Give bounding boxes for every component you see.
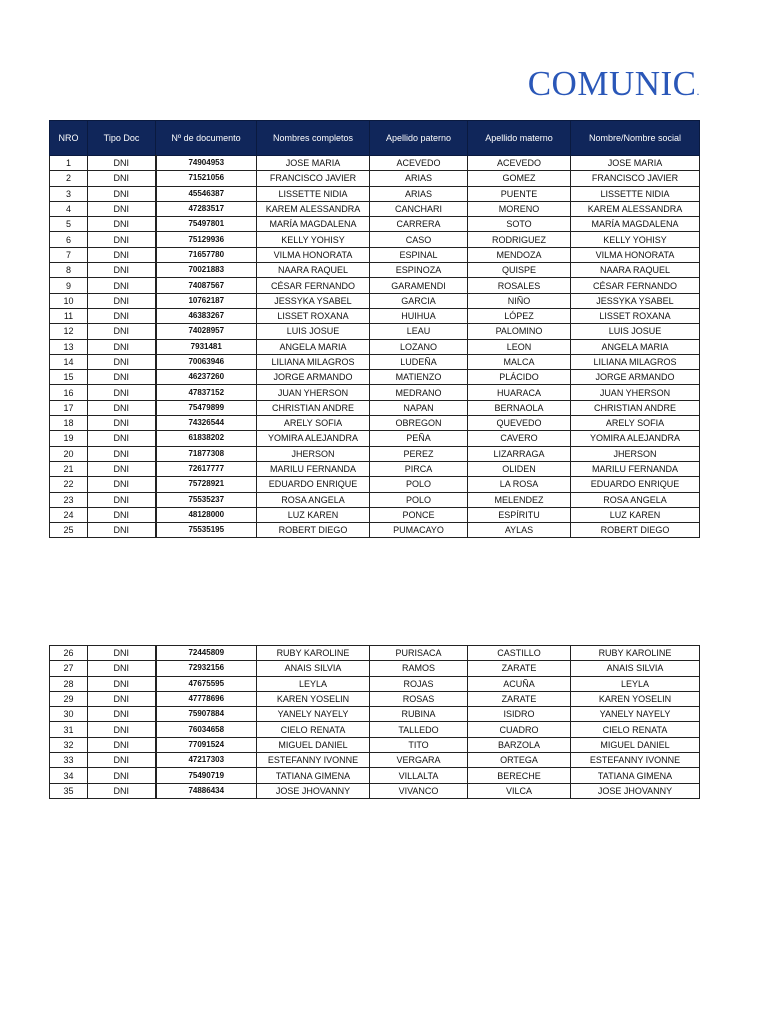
table-row bbox=[50, 370, 700, 385]
cell-nombre-social: YOMIRA ALEJANDRA bbox=[571, 431, 700, 446]
cell-nombre-social: MIGUEL DANIEL bbox=[571, 737, 700, 752]
cell-numero-documento: 47778696 bbox=[156, 691, 257, 706]
cell-nro: 34 bbox=[50, 768, 88, 783]
cell-nro: 27 bbox=[50, 661, 88, 676]
cell-nombre-social: ANGELA MARIA bbox=[571, 339, 700, 354]
cell-nombre-social: JOSE MARIA bbox=[571, 156, 700, 171]
cell-nombre-social: ROSA ANGELA bbox=[571, 492, 700, 507]
cell-nro: 3 bbox=[50, 186, 88, 201]
cell-numero-documento: 70063946 bbox=[156, 354, 257, 369]
cell-nro: 30 bbox=[50, 707, 88, 722]
cell-numero-documento: 75535195 bbox=[156, 523, 257, 538]
table-row bbox=[50, 400, 700, 415]
cell-tipo-doc: DNI bbox=[88, 507, 156, 522]
cell-nombre-social: TATIANA GIMENA bbox=[571, 768, 700, 783]
cell-nro: 8 bbox=[50, 263, 88, 278]
cell-apellido-materno: BARZOLA bbox=[468, 737, 571, 752]
cell-apellido-materno: NIÑO bbox=[468, 293, 571, 308]
cell-numero-documento: 45546387 bbox=[156, 186, 257, 201]
cell-nro: 25 bbox=[50, 523, 88, 538]
cell-nro: 7 bbox=[50, 247, 88, 262]
cell-nombres-completos: MARILU FERNANDA bbox=[257, 461, 370, 476]
cell-apellido-paterno: GARCIA bbox=[370, 293, 468, 308]
table-body-2 bbox=[50, 646, 700, 799]
cell-apellido-paterno: VERGARA bbox=[370, 753, 468, 768]
cell-tipo-doc: DNI bbox=[88, 186, 156, 201]
table-row bbox=[50, 431, 700, 446]
cell-apellido-materno: BERNAOLA bbox=[468, 400, 571, 415]
cell-tipo-doc: DNI bbox=[88, 324, 156, 339]
cell-apellido-materno: LEON bbox=[468, 339, 571, 354]
cell-nro: 5 bbox=[50, 217, 88, 232]
cell-apellido-materno: ESPÍRITU bbox=[468, 507, 571, 522]
cell-apellido-materno: AYLAS bbox=[468, 523, 571, 538]
cell-apellido-paterno: MATIENZO bbox=[370, 370, 468, 385]
cell-apellido-paterno: PEREZ bbox=[370, 446, 468, 461]
cell-numero-documento: 75535237 bbox=[156, 492, 257, 507]
cell-numero-documento: 47283517 bbox=[156, 201, 257, 216]
cell-nro: 26 bbox=[50, 646, 88, 661]
cell-apellido-paterno: PURISACA bbox=[370, 646, 468, 661]
cell-tipo-doc: DNI bbox=[88, 308, 156, 323]
cell-numero-documento: 74326544 bbox=[156, 416, 257, 431]
cell-nombres-completos: YANELY NAYELY bbox=[257, 707, 370, 722]
cell-tipo-doc: DNI bbox=[88, 431, 156, 446]
cell-apellido-paterno: CARRERA bbox=[370, 217, 468, 232]
cell-nombre-social: RUBY KAROLINE bbox=[571, 646, 700, 661]
header-tipo-doc: Tipo Doc bbox=[88, 121, 156, 156]
cell-numero-documento: 75907884 bbox=[156, 707, 257, 722]
cell-numero-documento: 71521056 bbox=[156, 171, 257, 186]
cell-nro: 12 bbox=[50, 324, 88, 339]
cell-numero-documento: 61838202 bbox=[156, 431, 257, 446]
cell-apellido-materno: GOMEZ bbox=[468, 171, 571, 186]
cell-apellido-paterno: ARIAS bbox=[370, 171, 468, 186]
cell-numero-documento: 72932156 bbox=[156, 661, 257, 676]
cell-tipo-doc: DNI bbox=[88, 247, 156, 262]
cell-apellido-materno: HUARACA bbox=[468, 385, 571, 400]
cell-nombres-completos: LUZ KAREN bbox=[257, 507, 370, 522]
cell-nro: 10 bbox=[50, 293, 88, 308]
cell-nro: 23 bbox=[50, 492, 88, 507]
cell-apellido-materno: ACUÑA bbox=[468, 676, 571, 691]
cell-apellido-materno: BERECHE bbox=[468, 768, 571, 783]
cell-apellido-materno: MORENO bbox=[468, 201, 571, 216]
cell-numero-documento: 71877308 bbox=[156, 446, 257, 461]
cell-apellido-materno: SOTO bbox=[468, 217, 571, 232]
cell-tipo-doc: DNI bbox=[88, 523, 156, 538]
cell-tipo-doc: DNI bbox=[88, 156, 156, 171]
cell-nro: 17 bbox=[50, 400, 88, 415]
cell-tipo-doc: DNI bbox=[88, 477, 156, 492]
cell-tipo-doc: DNI bbox=[88, 339, 156, 354]
cell-nro: 24 bbox=[50, 507, 88, 522]
cell-nombre-social: VILMA HONORATA bbox=[571, 247, 700, 262]
cell-nombre-social: LEYLA bbox=[571, 676, 700, 691]
cell-nro: 1 bbox=[50, 156, 88, 171]
table-row bbox=[50, 201, 700, 216]
participants-table-1 bbox=[49, 120, 700, 538]
cell-nombre-social: FRANCISCO JAVIER bbox=[571, 171, 700, 186]
cell-nro: 31 bbox=[50, 722, 88, 737]
cell-apellido-materno: MELENDEZ bbox=[468, 492, 571, 507]
cell-nombre-social: ANAIS SILVIA bbox=[571, 661, 700, 676]
table-row bbox=[50, 753, 700, 768]
cell-tipo-doc: DNI bbox=[88, 201, 156, 216]
cell-numero-documento: 72617777 bbox=[156, 461, 257, 476]
cell-nombres-completos: RUBY KAROLINE bbox=[257, 646, 370, 661]
cell-apellido-materno: LA ROSA bbox=[468, 477, 571, 492]
cell-apellido-materno: VILCA bbox=[468, 783, 571, 798]
table-row bbox=[50, 324, 700, 339]
cell-tipo-doc: DNI bbox=[88, 492, 156, 507]
cell-nombre-social: JUAN YHERSON bbox=[571, 385, 700, 400]
cell-nombres-completos: LISSET ROXANA bbox=[257, 308, 370, 323]
cell-nombre-social: LILIANA MILAGROS bbox=[571, 354, 700, 369]
cell-nombres-completos: CHRISTIAN ANDRE bbox=[257, 400, 370, 415]
cell-numero-documento: 47837152 bbox=[156, 385, 257, 400]
cell-apellido-materno: ROSALES bbox=[468, 278, 571, 293]
cell-apellido-paterno: ARIAS bbox=[370, 186, 468, 201]
cell-apellido-materno: CAVERO bbox=[468, 431, 571, 446]
cell-apellido-materno: MENDOZA bbox=[468, 247, 571, 262]
cell-nombres-completos: TATIANA GIMENA bbox=[257, 768, 370, 783]
brand-dot: . bbox=[696, 84, 700, 98]
cell-numero-documento: 76034658 bbox=[156, 722, 257, 737]
cell-apellido-materno: QUISPE bbox=[468, 263, 571, 278]
table-row bbox=[50, 278, 700, 293]
cell-apellido-paterno: MEDRANO bbox=[370, 385, 468, 400]
cell-numero-documento: 72445809 bbox=[156, 646, 257, 661]
table-row bbox=[50, 477, 700, 492]
table-row bbox=[50, 783, 700, 798]
cell-nro: 33 bbox=[50, 753, 88, 768]
cell-numero-documento: 47217303 bbox=[156, 753, 257, 768]
cell-apellido-paterno: ESPINOZA bbox=[370, 263, 468, 278]
table-row bbox=[50, 523, 700, 538]
cell-nombres-completos: NAARA RAQUEL bbox=[257, 263, 370, 278]
cell-tipo-doc: DNI bbox=[88, 217, 156, 232]
cell-apellido-paterno: ROJAS bbox=[370, 676, 468, 691]
cell-nombres-completos: ROSA ANGELA bbox=[257, 492, 370, 507]
cell-nombres-completos: EDUARDO ENRIQUE bbox=[257, 477, 370, 492]
table-row bbox=[50, 232, 700, 247]
cell-nombres-completos: KAREN YOSELIN bbox=[257, 691, 370, 706]
cell-apellido-materno: MALCA bbox=[468, 354, 571, 369]
cell-tipo-doc: DNI bbox=[88, 370, 156, 385]
table-row bbox=[50, 492, 700, 507]
cell-tipo-doc: DNI bbox=[88, 768, 156, 783]
cell-numero-documento: 46237260 bbox=[156, 370, 257, 385]
cell-nombres-completos: LISSETTE NIDIA bbox=[257, 186, 370, 201]
cell-tipo-doc: DNI bbox=[88, 722, 156, 737]
cell-nombre-social: LUIS JOSUE bbox=[571, 324, 700, 339]
cell-nombre-social: CÉSAR FERNANDO bbox=[571, 278, 700, 293]
cell-nombres-completos: FRANCISCO JAVIER bbox=[257, 171, 370, 186]
table-row bbox=[50, 737, 700, 752]
cell-numero-documento: 75129936 bbox=[156, 232, 257, 247]
table-row bbox=[50, 156, 700, 171]
cell-tipo-doc: DNI bbox=[88, 737, 156, 752]
cell-nro: 14 bbox=[50, 354, 88, 369]
cell-apellido-paterno: ROSAS bbox=[370, 691, 468, 706]
cell-apellido-paterno: PEÑA bbox=[370, 431, 468, 446]
cell-tipo-doc: DNI bbox=[88, 263, 156, 278]
cell-apellido-materno: LIZARRAGA bbox=[468, 446, 571, 461]
cell-tipo-doc: DNI bbox=[88, 354, 156, 369]
cell-apellido-paterno: NAPAN bbox=[370, 400, 468, 415]
cell-tipo-doc: DNI bbox=[88, 446, 156, 461]
cell-nro: 4 bbox=[50, 201, 88, 216]
cell-apellido-paterno: PIRCA bbox=[370, 461, 468, 476]
cell-apellido-materno: ORTEGA bbox=[468, 753, 571, 768]
cell-nombres-completos: LUIS JOSUE bbox=[257, 324, 370, 339]
cell-nombre-social: KAREM ALESSANDRA bbox=[571, 201, 700, 216]
cell-nro: 2 bbox=[50, 171, 88, 186]
header-nombres-completos: Nombres completos bbox=[257, 121, 370, 156]
cell-nombre-social: NAARA RAQUEL bbox=[571, 263, 700, 278]
cell-nombres-completos: ARELY SOFIA bbox=[257, 416, 370, 431]
cell-apellido-materno: PLÁCIDO bbox=[468, 370, 571, 385]
header-nro: NRO bbox=[50, 121, 88, 156]
cell-nombres-completos: CÉSAR FERNANDO bbox=[257, 278, 370, 293]
cell-apellido-paterno: OBREGON bbox=[370, 416, 468, 431]
cell-apellido-materno: ZARATE bbox=[468, 691, 571, 706]
cell-apellido-paterno: CANCHARI bbox=[370, 201, 468, 216]
cell-apellido-materno: ZARATE bbox=[468, 661, 571, 676]
cell-nro: 13 bbox=[50, 339, 88, 354]
table-row bbox=[50, 691, 700, 706]
table-row bbox=[50, 263, 700, 278]
cell-numero-documento: 77091524 bbox=[156, 737, 257, 752]
cell-nombre-social: CHRISTIAN ANDRE bbox=[571, 400, 700, 415]
table-row bbox=[50, 676, 700, 691]
cell-apellido-paterno: POLO bbox=[370, 492, 468, 507]
cell-tipo-doc: DNI bbox=[88, 461, 156, 476]
cell-apellido-paterno: LOZANO bbox=[370, 339, 468, 354]
table-row bbox=[50, 646, 700, 661]
cell-nombres-completos: JUAN YHERSON bbox=[257, 385, 370, 400]
cell-nombres-completos: JESSYKA YSABEL bbox=[257, 293, 370, 308]
cell-nro: 32 bbox=[50, 737, 88, 752]
cell-numero-documento: 47675595 bbox=[156, 676, 257, 691]
cell-nro: 29 bbox=[50, 691, 88, 706]
cell-nombres-completos: ESTEFANNY IVONNE bbox=[257, 753, 370, 768]
cell-apellido-paterno: RUBINA bbox=[370, 707, 468, 722]
table-row bbox=[50, 507, 700, 522]
cell-nro: 16 bbox=[50, 385, 88, 400]
cell-nombres-completos: KAREM ALESSANDRA bbox=[257, 201, 370, 216]
table-row bbox=[50, 446, 700, 461]
cell-apellido-materno: PUENTE bbox=[468, 186, 571, 201]
table-row bbox=[50, 308, 700, 323]
cell-apellido-paterno: PONCE bbox=[370, 507, 468, 522]
cell-tipo-doc: DNI bbox=[88, 646, 156, 661]
cell-numero-documento: 71657780 bbox=[156, 247, 257, 262]
cell-nombres-completos: YOMIRA ALEJANDRA bbox=[257, 431, 370, 446]
header-numero-documento: Nº de documento bbox=[156, 121, 257, 156]
cell-nombres-completos: JORGE ARMANDO bbox=[257, 370, 370, 385]
cell-nro: 18 bbox=[50, 416, 88, 431]
header-nombre-social: Nombre/Nombre social bbox=[571, 121, 700, 156]
table-row bbox=[50, 186, 700, 201]
header-apellido-paterno: Apellido paterno bbox=[370, 121, 468, 156]
cell-nombres-completos: ROBERT DIEGO bbox=[257, 523, 370, 538]
header-apellido-materno: Apellido materno bbox=[468, 121, 571, 156]
participants-table-2 bbox=[49, 645, 700, 799]
cell-tipo-doc: DNI bbox=[88, 691, 156, 706]
cell-nombre-social: LISSET ROXANA bbox=[571, 308, 700, 323]
cell-nombres-completos: LEYLA bbox=[257, 676, 370, 691]
cell-tipo-doc: DNI bbox=[88, 783, 156, 798]
cell-apellido-materno: RODRIGUEZ bbox=[468, 232, 571, 247]
table-body-1 bbox=[50, 156, 700, 538]
cell-tipo-doc: DNI bbox=[88, 676, 156, 691]
cell-tipo-doc: DNI bbox=[88, 232, 156, 247]
cell-apellido-paterno: VILLALTA bbox=[370, 768, 468, 783]
cell-nombre-social: CIELO RENATA bbox=[571, 722, 700, 737]
cell-nombre-social: ARELY SOFIA bbox=[571, 416, 700, 431]
cell-numero-documento: 75490719 bbox=[156, 768, 257, 783]
cell-nombre-social: EDUARDO ENRIQUE bbox=[571, 477, 700, 492]
cell-nro: 28 bbox=[50, 676, 88, 691]
cell-apellido-materno: ISIDRO bbox=[468, 707, 571, 722]
table-row bbox=[50, 247, 700, 262]
cell-nombres-completos: CIELO RENATA bbox=[257, 722, 370, 737]
cell-tipo-doc: DNI bbox=[88, 293, 156, 308]
cell-apellido-paterno: VIVANCO bbox=[370, 783, 468, 798]
cell-nombre-social: ROBERT DIEGO bbox=[571, 523, 700, 538]
cell-nro: 19 bbox=[50, 431, 88, 446]
cell-apellido-paterno: RAMOS bbox=[370, 661, 468, 676]
cell-apellido-paterno: ACEVEDO bbox=[370, 156, 468, 171]
cell-tipo-doc: DNI bbox=[88, 661, 156, 676]
cell-apellido-paterno: HUIHUA bbox=[370, 308, 468, 323]
table-row bbox=[50, 722, 700, 737]
cell-numero-documento: 70021883 bbox=[156, 263, 257, 278]
table-row bbox=[50, 416, 700, 431]
cell-numero-documento: 10762187 bbox=[156, 293, 257, 308]
cell-nombre-social: JOSE JHOVANNY bbox=[571, 783, 700, 798]
cell-numero-documento: 75497801 bbox=[156, 217, 257, 232]
cell-apellido-paterno: ESPINAL bbox=[370, 247, 468, 262]
cell-nro: 35 bbox=[50, 783, 88, 798]
cell-nombre-social: MARÍA MAGDALENA bbox=[571, 217, 700, 232]
cell-nombres-completos: MARÍA MAGDALENA bbox=[257, 217, 370, 232]
brand-name: COMUNIC bbox=[527, 64, 697, 103]
cell-tipo-doc: DNI bbox=[88, 753, 156, 768]
cell-tipo-doc: DNI bbox=[88, 400, 156, 415]
table-row bbox=[50, 354, 700, 369]
cell-apellido-paterno: PUMACAYO bbox=[370, 523, 468, 538]
table-row bbox=[50, 707, 700, 722]
cell-nro: 9 bbox=[50, 278, 88, 293]
table-header-row bbox=[50, 121, 700, 156]
cell-nombres-completos: JHERSON bbox=[257, 446, 370, 461]
cell-nombres-completos: JOSE MARIA bbox=[257, 156, 370, 171]
cell-nombre-social: MARILU FERNANDA bbox=[571, 461, 700, 476]
cell-nombres-completos: LILIANA MILAGROS bbox=[257, 354, 370, 369]
cell-apellido-paterno: LUDEÑA bbox=[370, 354, 468, 369]
cell-nro: 11 bbox=[50, 308, 88, 323]
cell-tipo-doc: DNI bbox=[88, 385, 156, 400]
cell-nro: 22 bbox=[50, 477, 88, 492]
table-row bbox=[50, 171, 700, 186]
cell-tipo-doc: DNI bbox=[88, 416, 156, 431]
cell-apellido-materno: QUEVEDO bbox=[468, 416, 571, 431]
cell-numero-documento: 7931481 bbox=[156, 339, 257, 354]
cell-apellido-materno: OLIDEN bbox=[468, 461, 571, 476]
cell-apellido-paterno: LEAU bbox=[370, 324, 468, 339]
cell-nombres-completos: ANAIS SILVIA bbox=[257, 661, 370, 676]
cell-nro: 6 bbox=[50, 232, 88, 247]
cell-apellido-paterno: POLO bbox=[370, 477, 468, 492]
cell-nro: 15 bbox=[50, 370, 88, 385]
cell-nombre-social: KELLY YOHISY bbox=[571, 232, 700, 247]
cell-apellido-paterno: TITO bbox=[370, 737, 468, 752]
cell-tipo-doc: DNI bbox=[88, 278, 156, 293]
cell-numero-documento: 74904953 bbox=[156, 156, 257, 171]
cell-nombres-completos: JOSE JHOVANNY bbox=[257, 783, 370, 798]
cell-numero-documento: 46383267 bbox=[156, 308, 257, 323]
cell-nombres-completos: VILMA HONORATA bbox=[257, 247, 370, 262]
cell-nombre-social: LISSETTE NIDIA bbox=[571, 186, 700, 201]
table-row bbox=[50, 385, 700, 400]
cell-tipo-doc: DNI bbox=[88, 707, 156, 722]
table-row bbox=[50, 661, 700, 676]
cell-numero-documento: 75728921 bbox=[156, 477, 257, 492]
table-row bbox=[50, 217, 700, 232]
cell-apellido-materno: CUADRO bbox=[468, 722, 571, 737]
brand-logo bbox=[528, 64, 700, 104]
cell-nombres-completos: KELLY YOHISY bbox=[257, 232, 370, 247]
cell-nombre-social: YANELY NAYELY bbox=[571, 707, 700, 722]
table-row bbox=[50, 293, 700, 308]
table-row bbox=[50, 339, 700, 354]
cell-nombres-completos: MIGUEL DANIEL bbox=[257, 737, 370, 752]
cell-numero-documento: 74886434 bbox=[156, 783, 257, 798]
table-row bbox=[50, 461, 700, 476]
cell-apellido-materno: ACEVEDO bbox=[468, 156, 571, 171]
cell-tipo-doc: DNI bbox=[88, 171, 156, 186]
cell-nombre-social: KAREN YOSELIN bbox=[571, 691, 700, 706]
cell-apellido-paterno: GARAMENDI bbox=[370, 278, 468, 293]
cell-nro: 21 bbox=[50, 461, 88, 476]
cell-apellido-materno: CASTILLO bbox=[468, 646, 571, 661]
cell-apellido-materno: PALOMINO bbox=[468, 324, 571, 339]
cell-nombre-social: ESTEFANNY IVONNE bbox=[571, 753, 700, 768]
cell-nombre-social: JORGE ARMANDO bbox=[571, 370, 700, 385]
cell-nombre-social: JESSYKA YSABEL bbox=[571, 293, 700, 308]
cell-numero-documento: 75479899 bbox=[156, 400, 257, 415]
cell-nro: 20 bbox=[50, 446, 88, 461]
cell-numero-documento: 74028957 bbox=[156, 324, 257, 339]
cell-nombre-social: LUZ KAREN bbox=[571, 507, 700, 522]
cell-nombres-completos: ANGELA MARIA bbox=[257, 339, 370, 354]
cell-apellido-paterno: TALLEDO bbox=[370, 722, 468, 737]
cell-apellido-materno: LÓPEZ bbox=[468, 308, 571, 323]
cell-numero-documento: 48128000 bbox=[156, 507, 257, 522]
table-row bbox=[50, 768, 700, 783]
cell-nombre-social: JHERSON bbox=[571, 446, 700, 461]
cell-numero-documento: 74087567 bbox=[156, 278, 257, 293]
cell-apellido-paterno: CASO bbox=[370, 232, 468, 247]
